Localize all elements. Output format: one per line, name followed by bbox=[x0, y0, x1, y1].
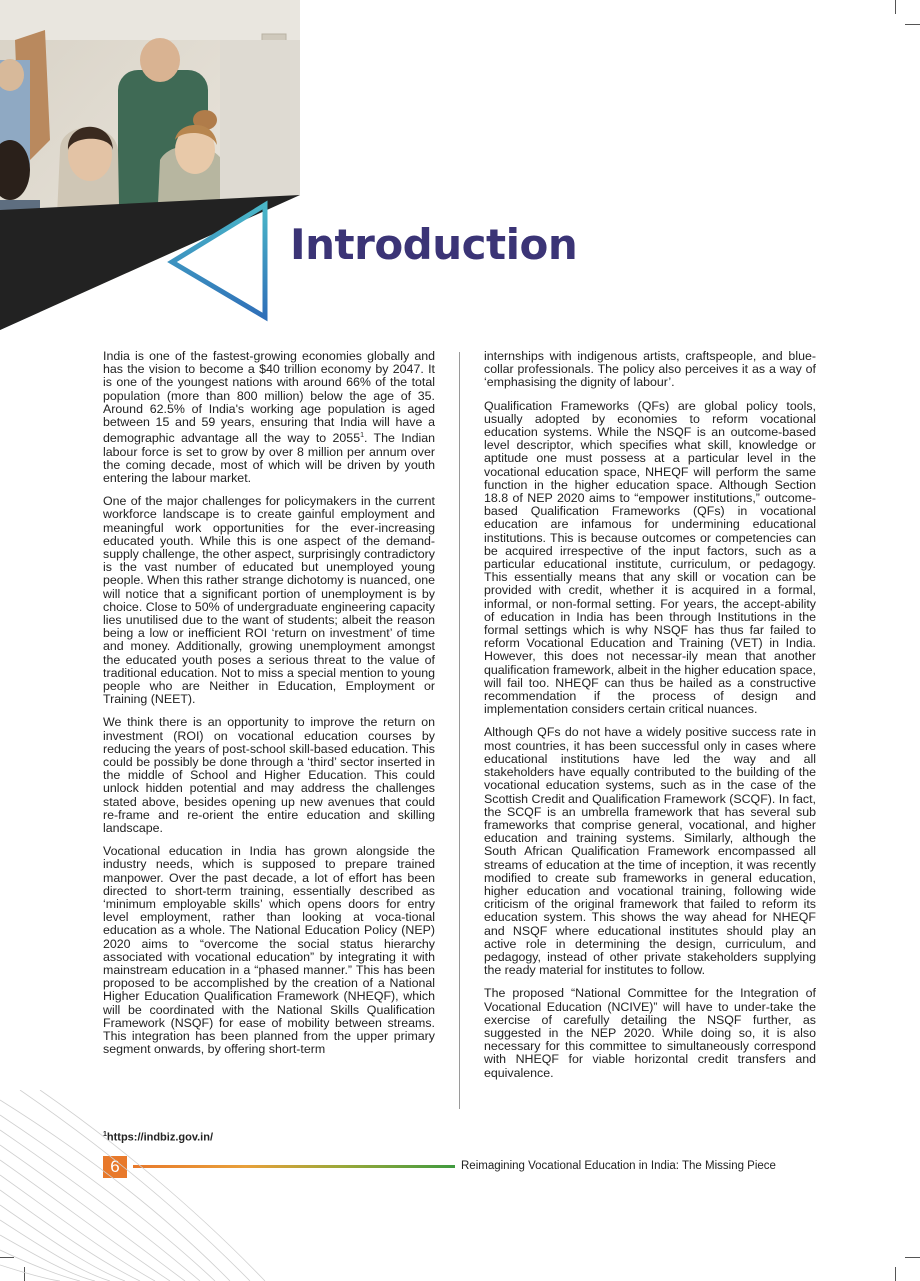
paragraph: internships with indigenous artists, craftspeople, and blue-collar professionals. The policy also perceives it as a way of ‘emphasising the dignity of labour’. bbox=[484, 349, 816, 390]
column-divider bbox=[459, 352, 460, 1109]
paragraph: Although QFs do not have a widely positive success rate in most countries, it has been successful only in cases where educational institutions have led the way and all stakeholders have equally contributed to the building of the vocational education systems, such as in the case of the Scottish Credit and Qualification Framework (SCQF). In fact, the SCQF is an umbrella framework that has several sub frameworks that comprise general, vocational, and higher education and training systems. Similarly, although the South African Qualification Framework encompassed all streams of education at the time of inception, it was recently modified to create sub frameworks in general education, higher education and vocational training, following wide criticism of the original framework that failed to reform its education system. This shows the way ahead for NHEQF and NSQF where educational institutes should play an active role in determining the design, curriculum, and pedagogy, instead of other private stakeholders supplying the ready material for institutes to follow. bbox=[484, 725, 816, 978]
crop-mark bbox=[905, 1257, 920, 1258]
right-column bbox=[484, 350, 816, 1090]
paragraph: Vocational education in India has grown alongside the industry needs, which is supposed to prepare trained manpower. Over the past decade, a lot of effort has been directed to short-term training, essentially described as ‘minimum employable skills’ which opens doors for entry level employment, rather than looking at voca-tional education as a whole. The National Education Policy (NEP) 2020 aims to “overcome the social status hierarchy associated with vocational education” by integrating it with mainstream education in a “phased manner.” This has been proposed to be accomplished by the creation of a National Higher Education Qualification Framework (NHEQF), which will be coordinated with the National Skills Qualification Framework (NSQF) for ease of mobility between streams. This integration has been planned from the upper primary segment onwards, by offering short-term bbox=[103, 844, 435, 1057]
left-column bbox=[103, 350, 435, 1066]
footnote-link[interactable]: https://indbiz.gov.in/ bbox=[106, 1131, 214, 1144]
paragraph: India is one of the fastest-growing economies globally and has the vision to become a $40 trillion economy by 2047. It is one of the youngest nations with around 66% of the total population (more than 800 million) below the age of 35. Around 62.5% of India's working age population is aged between 15 and 59 years, ensuring that India will have a demographic advantage all the way to 2055$^1$. The Indian labour force is set to grow by over 8 million per annum over the coming decade, most of which will be driven by youth entering the labour market. bbox=[103, 349, 436, 485]
hatch-pattern bbox=[0, 1090, 300, 1281]
running-title: Reimagining Vocational Education in India: The Missing Piece bbox=[461, 1160, 776, 1172]
crop-mark bbox=[895, 0, 896, 14]
header-photo bbox=[0, 0, 300, 330]
footnote-ref: 1 bbox=[360, 432, 364, 440]
paragraph: The proposed “National Committee for the Integration of Vocational Education (NCIVE)” will have to under-take the exercise of carefully detailing the NSQF further, as suggested in the NEP 2020. While doing so, it is also necessary for this committee to simultaneously correspond with NHEQF for viable horizontal credit transfers and equivalence. bbox=[484, 986, 816, 1080]
crop-mark bbox=[895, 1267, 896, 1281]
page-title: Introduction bbox=[290, 220, 578, 269]
footnote-marker: 1 bbox=[103, 1131, 107, 1138]
page-number: 6 bbox=[103, 1156, 127, 1178]
paragraph: One of the major challenges for policymakers in the current workforce landscape is to create gainful employment and meaningful work opportunities for the ever-increasing educated youth. While this is one aspect of the demand-supply challenge, the other aspect, surprisingly contradictory is the vast number of educated but unemployed young people. When this rather strange dichotomy is nuanced, one will notice that a significant portion of unemployment is by choice. Close to 50% of undergraduate engineering capacity lies unutilised due to the want of students; albeit the reason being a low or inefficient ROI ‘return on investment’ of time and money. Additionally, growing unemployment amongst the educated youth poses a serious threat to the value of traditional education. Not to miss a special mention to young people who are Neither in Education, Employment or Training (NEET). bbox=[103, 494, 435, 707]
paragraph: Qualification Frameworks (QFs) are global policy tools, usually adopted by economies to reform vocational education systems. While the NSQF is an outcome-based level descriptor, which specifies what skill, knowledge or aptitude one must possess at a particular level in the vocational education space, NHEQF will perform the same function in the higher education space. Although Section 18.8 of NEP 2020 aims to “empower institutions,” outcome-based Qualification Frameworks (QFs) in vocational education are infamous for undermining educational institutions. This is because outcomes or competencies can be acquired irrespective of the input factors, such as a particular educational institute, curriculum, or pedagogy. This essentially means that any skill or vocation can be provided with credit, whether it is acquired in a formal, informal, or non-formal setting. For years, the accept-ability of education in India has been through Institutions in the formal settings which is why NSQF has thus far failed to reform Vocational Education and Training (VET) in India. However, this does not necessar-ily mean that another qualification framework, albeit in the higher education space, will fail too. NHEQF can thus be hailed as a constructive recommendation if the process of design and implementation considers certain critical nuances. bbox=[484, 398, 816, 717]
crop-mark bbox=[905, 24, 920, 25]
paragraph: We think there is an opportunity to improve the return on investment (ROI) on vocational education courses by reducing the years of post-school skill-based education. This could be possibly be done through a ‘third’ sector inserted in the middle of School and Higher Education. This could unlock hidden potential and may address the challenges stated above, besides opening up new avenues that could re-frame and re-orient the entire education and skilling landscape. bbox=[103, 715, 435, 836]
